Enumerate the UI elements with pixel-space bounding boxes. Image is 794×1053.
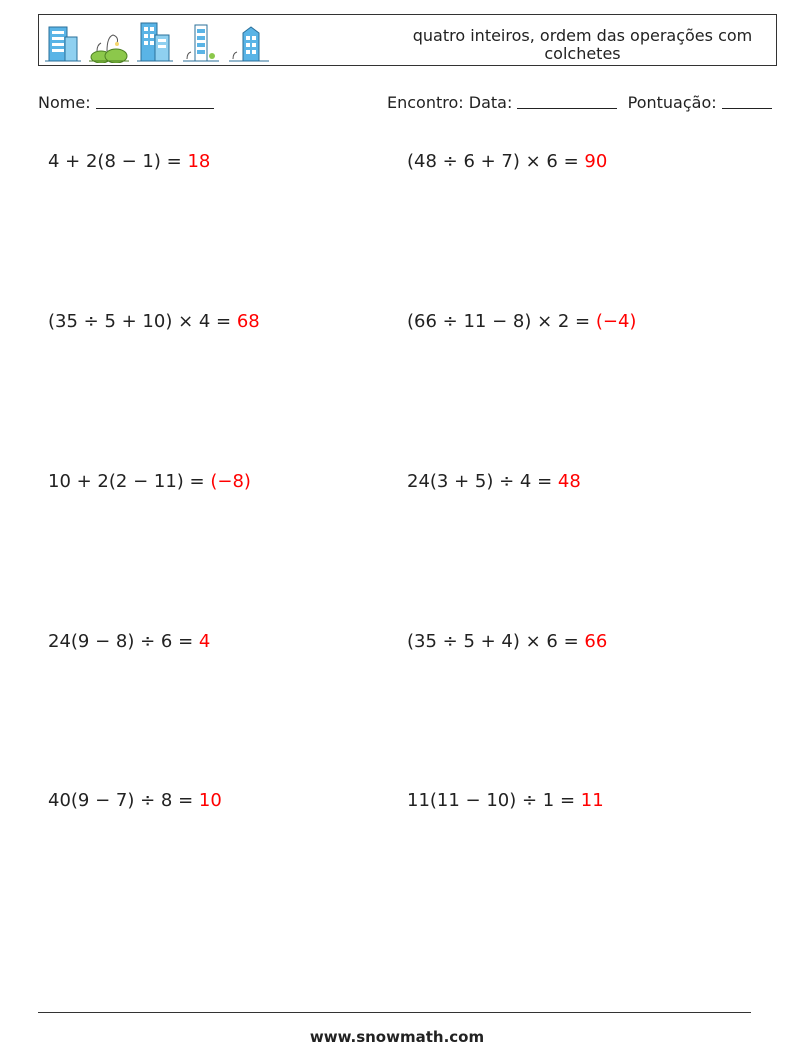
office-building-icon bbox=[137, 21, 173, 63]
problem-answer: 4 bbox=[198, 631, 211, 652]
apartment-icon bbox=[229, 21, 269, 63]
score-label: Pontuação: bbox=[627, 93, 717, 112]
problem-4 bbox=[407, 310, 636, 334]
name-label: Nome: bbox=[38, 93, 91, 112]
problem-5 bbox=[48, 470, 251, 494]
problem-3 bbox=[48, 310, 260, 334]
problem-answer: 18 bbox=[187, 151, 211, 172]
problem-1 bbox=[48, 150, 210, 174]
score-blank[interactable] bbox=[722, 92, 772, 109]
problem-7 bbox=[48, 630, 210, 654]
problem-answer: 10 bbox=[198, 790, 222, 811]
problem-2 bbox=[407, 150, 607, 174]
problem-answer: (−8) bbox=[210, 471, 251, 492]
problem-6 bbox=[407, 470, 581, 494]
problem-expression: 24(9 − 8) ÷ 6 = bbox=[48, 631, 199, 652]
problem-answer: 11 bbox=[580, 790, 604, 811]
problem-answer: (−4) bbox=[595, 311, 637, 332]
building-icon bbox=[45, 21, 81, 63]
tower-icon bbox=[183, 21, 219, 63]
footer-url[interactable]: www.snowmath.com bbox=[309, 1028, 485, 1046]
problem-expression: 10 + 2(2 − 11) = bbox=[48, 471, 211, 492]
problem-expression: 11(11 − 10) ÷ 1 = bbox=[407, 790, 581, 811]
park-icon bbox=[89, 21, 129, 63]
worksheet-title: quatro inteiros, ordem das operações com colchetes bbox=[412, 26, 753, 63]
problem-expression: 24(3 + 5) ÷ 4 = bbox=[407, 471, 558, 492]
date-label: Data: bbox=[468, 93, 513, 112]
problem-expression: (35 ÷ 5 + 10) × 4 = bbox=[48, 311, 237, 332]
problem-answer: 66 bbox=[584, 631, 608, 652]
problem-expression: 4 + 2(8 − 1) = bbox=[48, 151, 188, 172]
problem-expression: 40(9 − 7) ÷ 8 = bbox=[48, 790, 199, 811]
problem-9 bbox=[48, 789, 222, 813]
problem-answer: 68 bbox=[236, 311, 260, 332]
footer-divider bbox=[38, 1012, 751, 1013]
problem-answer: 90 bbox=[584, 151, 608, 172]
name-blank[interactable] bbox=[96, 92, 214, 109]
worksheet-header bbox=[38, 14, 777, 66]
problem-expression: (66 ÷ 11 − 8) × 2 = bbox=[407, 311, 596, 332]
encounter-field bbox=[387, 92, 772, 113]
problem-expression: (35 ÷ 5 + 4) × 6 = bbox=[407, 631, 585, 652]
header-icons bbox=[45, 21, 275, 63]
date-blank[interactable] bbox=[517, 92, 617, 109]
problem-10 bbox=[407, 789, 604, 813]
problem-answer: 48 bbox=[557, 471, 581, 492]
problem-8 bbox=[407, 630, 607, 654]
name-field bbox=[38, 92, 214, 113]
encounter-label: Encontro: bbox=[387, 93, 464, 112]
problem-expression: (48 ÷ 6 + 7) × 6 = bbox=[407, 151, 585, 172]
